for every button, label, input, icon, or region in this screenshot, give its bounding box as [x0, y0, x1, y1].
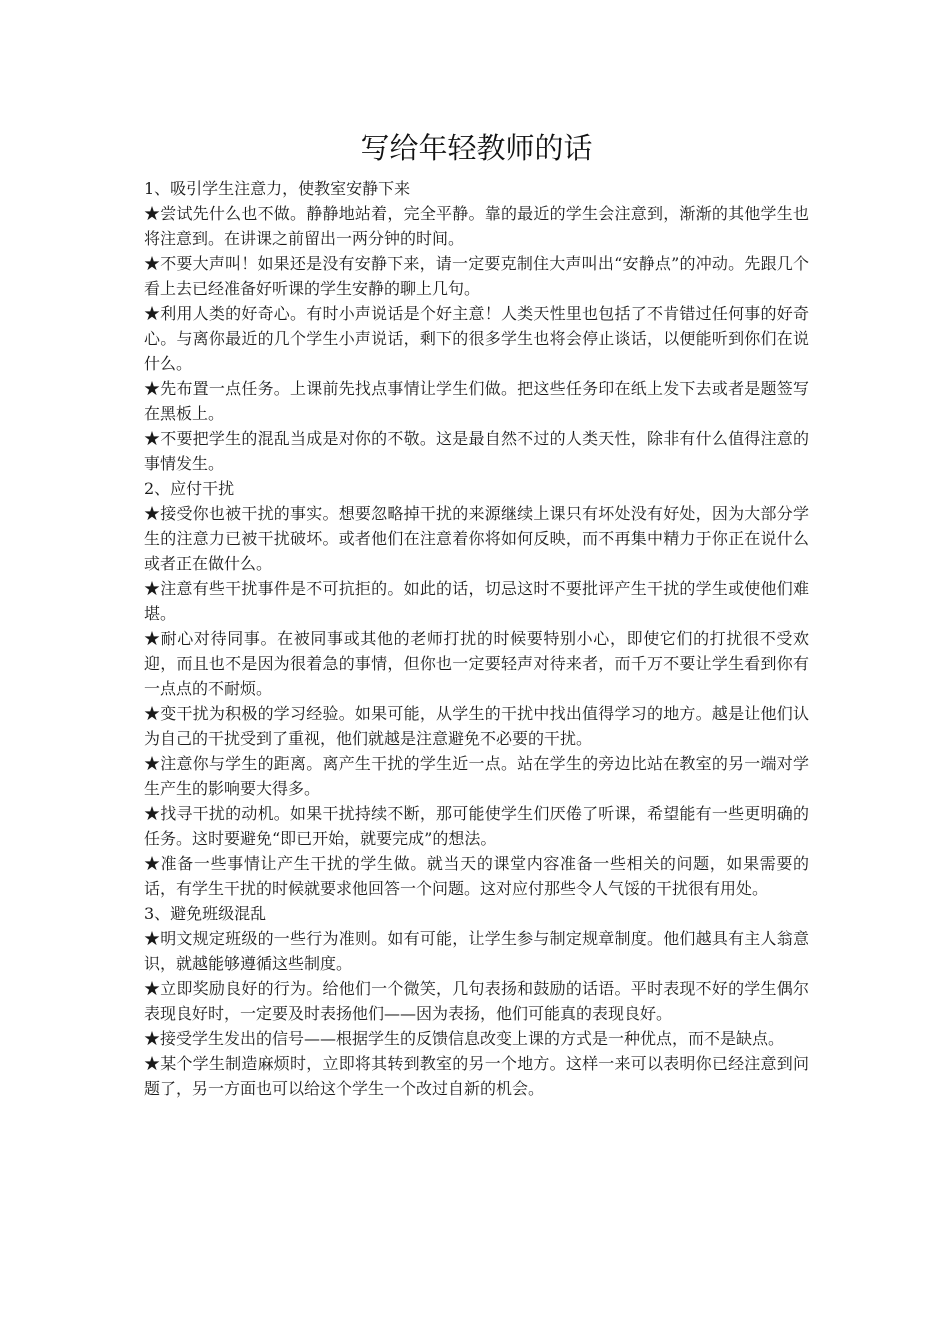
list-item: ★不要大声叫！如果还是没有安静下来，请一定要克制住大声叫出“安静点”的冲动。先跟几个看上去已经准备好听课的学生安静的聊上几句。: [144, 254, 809, 298]
list-item: ★利用人类的好奇心。有时小声说话是个好主意！人类天性里也包括了不肯错过任何事的好奇心。与离你最近的几个学生小声说话，剩下的很多学生也将会停止谈话，以便能听到你们在说什么。: [144, 304, 809, 373]
section-heading: 1、吸引学生注意力，使教室安静下来: [144, 179, 411, 198]
section-interruptions: [144, 476, 809, 901]
section-attention: [144, 176, 809, 476]
list-item: ★明文规定班级的一些行为准则。如有可能，让学生参与制定规章制度。他们越具有主人翁意识，就越能够遵循这些制度。: [144, 929, 809, 973]
list-item: ★接受学生发出的信号——根据学生的反馈信息改变上课的方式是一种优点，而不是缺点。: [144, 1029, 785, 1048]
list-item: ★先布置一点任务。上课前先找点事情让学生们做。把这些任务印在纸上发下去或者是题签写在黑板上。: [144, 379, 809, 423]
list-item: ★注意你与学生的距离。离产生干扰的学生近一点。站在学生的旁边比站在教室的另一端对学生产生的影响要大得多。: [144, 754, 809, 798]
list-item: ★某个学生制造麻烦时，立即将其转到教室的另一个地方。这样一来可以表明你已经注意到问题了，另一方面也可以给这个学生一个改过自新的机会。: [144, 1054, 809, 1098]
list-item: ★准备一些事情让产生干扰的学生做。就当天的课堂内容准备一些相关的问题，如果需要的话，有学生干扰的时候就要求他回答一个问题。这对应付那些令人气馁的干扰很有用处。: [144, 854, 809, 898]
section-heading: 2、应付干扰: [144, 479, 235, 498]
list-item: ★尝试先什么也不做。静静地站着，完全平静。靠的最近的学生会注意到，渐渐的其他学生也将注意到。在讲课之前留出一两分钟的时间。: [144, 204, 809, 248]
list-item: ★立即奖励良好的行为。给他们一个微笑，几句表扬和鼓励的话语。平时表现不好的学生偶尔表现良好时，一定要及时表扬他们——因为表扬，他们可能真的表现良好。: [144, 979, 809, 1023]
list-item: ★变干扰为积极的学习经验。如果可能，从学生的干扰中找出值得学习的地方。越是让他们认为自己的干扰受到了重视，他们就越是注意避免不必要的干扰。: [144, 704, 809, 748]
list-item: ★耐心对待同事。在被同事或其他的老师打扰的时候要特别小心，即使它们的打扰很不受欢迎，而且也不是因为很着急的事情，但你也一定要轻声对待来者，而千万不要让学生看到你有一点点的不耐烦。: [144, 629, 809, 698]
document-body: [144, 128, 809, 1101]
page-title: 写给年轻教师的话: [360, 131, 593, 165]
list-item: ★不要把学生的混乱当成是对你的不敬。这是最自然不过的人类天性，除非有什么值得注意的事情发生。: [144, 429, 809, 473]
section-heading: 3、避免班级混乱: [144, 904, 267, 923]
list-item: ★注意有些干扰事件是不可抗拒的。如此的话，切忌这时不要批评产生干扰的学生或使他们难堪。: [144, 579, 809, 623]
list-item: ★接受你也被干扰的事实。想要忽略掉干扰的来源继续上课只有坏处没有好处，因为大部分学生的注意力已被干扰破坏。或者他们在注意着你将如何反映，而不再集中精力于你正在说什么或者正在做什么。: [144, 504, 809, 573]
list-item: ★找寻干扰的动机。如果干扰持续不断，那可能使学生们厌倦了听课，希望能有一些更明确的任务。这时要避免“即已开始，就要完成”的想法。: [144, 804, 809, 848]
section-avoid-chaos: [144, 901, 809, 1101]
